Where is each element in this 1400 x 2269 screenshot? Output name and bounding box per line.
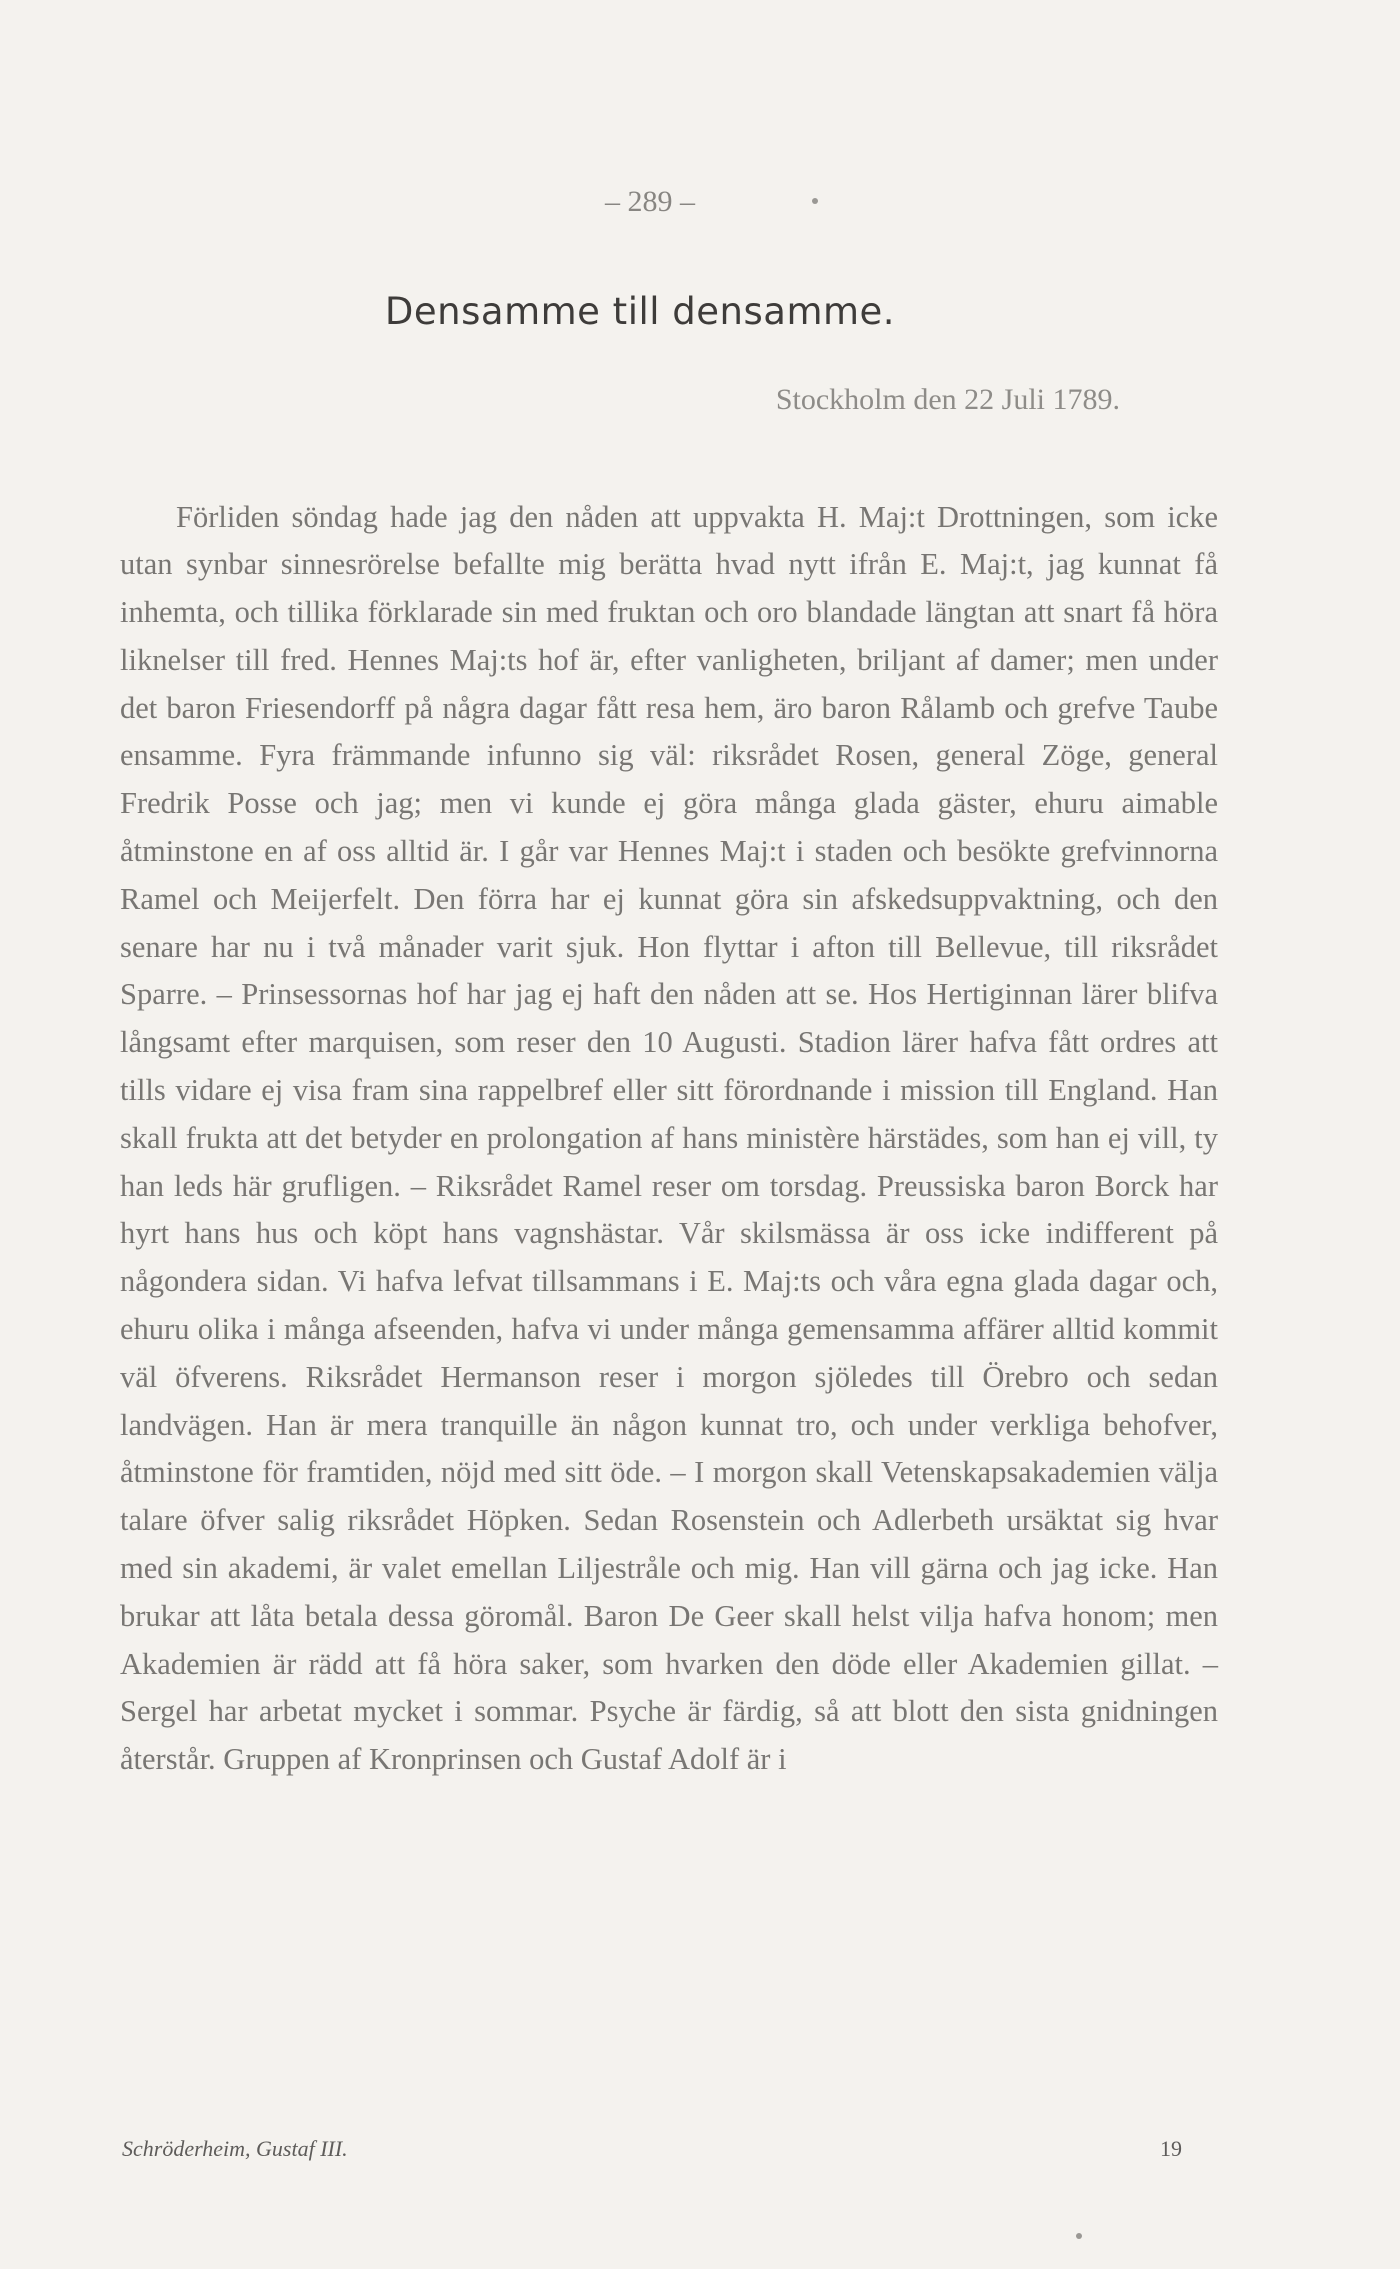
page-speck xyxy=(1076,2233,1082,2239)
page-number: – 289 – xyxy=(605,185,695,218)
page-speck xyxy=(812,198,818,204)
letter-body: Förliden söndag hade jag den nåden att uppvakta H. Maj:t Drottningen, som icke utan synbar sinnesrörelse befallte mig berätta hvad nytt ifrån E. Maj:t, jag kunnat få inhemta, och tillika förklarade sin med fruktan och oro blandade längtan att snart få höra liknelser till fred. Hennes Maj:ts hof är, efter vanligheten, briljant af damer; men under det baron Friesendorff på några dagar fått resa hem, äro baron Rålamb och grefve Taube ensamme. Fyra främmande infunno sig väl: riksrådet Rosen, general Zöge, general Fredrik Posse och jag; men vi kunde ej göra många glada gäster, ehuru aimable åtminstone en af oss alltid är. I går var Hennes Maj:t i staden och besökte grefvinnorna Ramel och Meijerfelt. Den förra har ej kunnat göra sin afskedsuppvaktning, och den senare har nu i två månader varit sjuk. Hon flyttar i afton till Bellevue, till riksrådet Sparre. – Prinsessornas hof har jag ej haft den nåden att se. Hos Hertiginnan lärer blifva långsamt efter marquisen, som reser den 10 Augusti. Stadion lärer hafva fått ordres att tills vidare ej visa fram sina rappelbref eller sitt förordnande i mission till England. Han skall frukta att det betyder en prolongation af hans ministère härstädes, som han ej vill, ty han leds här grufligen. – Riksrådet Ramel reser om torsdag. Preussiska baron Borck har hyrt hans hus och köpt hans vagnshästar. Vår skilsmässa är oss icke indifferent på någondera sidan. Vi hafva lefvat tillsammans i E. Maj:ts och våra egna glada dagar och, ehuru olika i många afseenden, hafva vi under många gemensamma affärer alltid kommit väl öfverens. Riksrådet Hermanson reser i morgon sjöledes till Örebro och sedan landvägen. Han är mera tranquille än någon kunnat tro, och under verkliga behofver, åtminstone för framtiden, nöjd med sitt öde. – I morgon skall Vetenskapsakademien välja talare öfver salig riksrådet Höpken. Sedan Rosenstein och Adlerbeth ursäktat sig hvar med sin akademi, är valet emellan Liljestråle och mig. Han vill gärna och jag icke. Han brukar att låta betala dessa göromål. Baron De Geer skall helst vilja hafva honom; men Akademien är rädd att få höra saker, som hvarken den döde eller Akademien gillat. – Sergel har arbetat mycket i sommar. Psyche är färdig, så att blott den sista gnidningen återstår. Gruppen af Kronprinsen och Gustaf Adolf är i xyxy=(120,499,1218,1777)
dateline: Stockholm den 22 Juli 1789. xyxy=(775,383,1120,416)
footer-source: Schröderheim, Gustaf III. xyxy=(122,2136,348,2161)
letter-title: Densamme till densamme. xyxy=(384,290,896,333)
footer-signature: 19 xyxy=(1160,2136,1182,2161)
